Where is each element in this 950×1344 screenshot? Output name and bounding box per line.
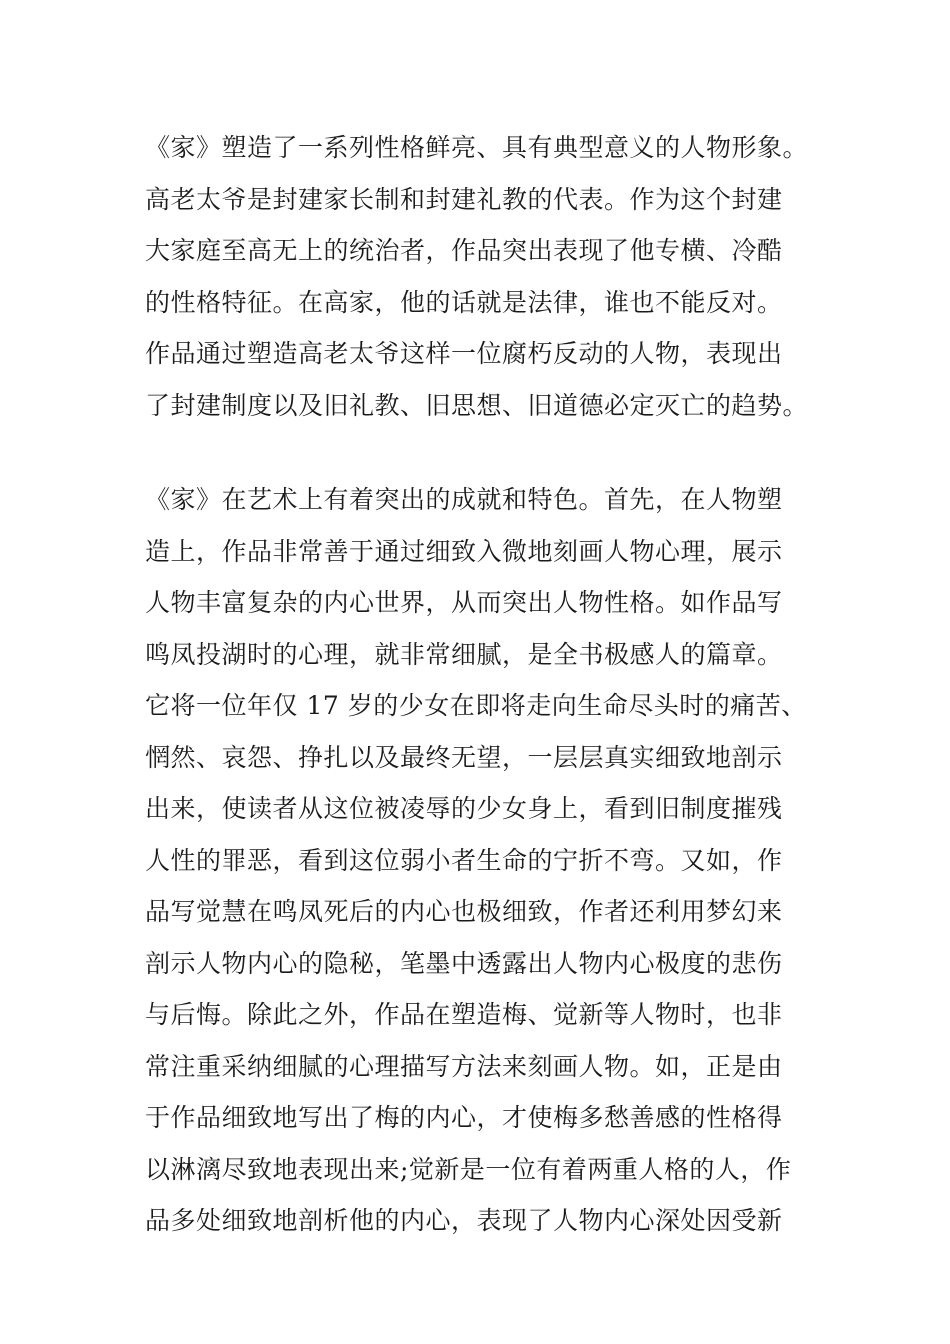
paragraph-line: 大家庭至高无上的统治者，作品突出表现了他专横、冷酷 — [145, 236, 783, 265]
paragraph-line: 人性的罪恶，看到这位弱小者生命的宁折不弯。又如，作 — [145, 845, 783, 875]
paragraph-line: 常注重采纳细腻的心理描写方法来刻画人物。如，正是由 — [145, 1051, 783, 1081]
paragraph-line: 惘然、哀怨、挣扎以及最终无望，一层层真实细致地剖示 — [145, 742, 783, 772]
paragraph-line: 鸣凤投湖时的心理，就非常细腻，是全书极感人的篇章。 — [145, 639, 783, 669]
paragraph-line: 剖示人物内心的隐秘，笔墨中透露出人物内心极度的悲伤 — [145, 948, 783, 978]
paragraph-line: 出来，使读者从这位被凌辱的少女身上，看到旧制度摧残 — [145, 794, 783, 823]
paragraph-line: 《家》塑造了一系列性格鲜亮、具有典型意义的人物形象。 — [145, 133, 809, 162]
paragraph-line: 与后悔。除此之外，作品在塑造梅、觉新等人物时，也非 — [145, 1000, 783, 1029]
paragraph-line: 作品通过塑造高老太爷这样一位腐朽反动的人物，表现出 — [145, 339, 783, 368]
paragraph-line: 人物丰富复杂的内心世界，从而突出人物性格。如作品写 — [145, 588, 783, 617]
paragraph-line: 于作品细致地写出了梅的内心，才使梅多愁善感的性格得 — [145, 1103, 783, 1132]
paragraph-line: 以淋漓尽致地表现出来;觉新是一位有着两重人格的人，作 — [145, 1154, 792, 1184]
paragraph-line: 的性格特征。在高家，他的话就是法律，谁也不能反对。 — [145, 287, 783, 317]
paragraph-line: 《家》在艺术上有着突出的成就和特色。首先，在人物塑 — [145, 485, 783, 514]
paragraph-line: 了封建制度以及旧礼教、旧思想、旧道德必定灭亡的趋势。 — [145, 390, 809, 420]
paragraph-line: 品写觉慧在鸣凤死后的内心也极细致，作者还利用梦幻来 — [145, 897, 783, 926]
paragraph-2 — [145, 474, 825, 1247]
paragraph-1 — [145, 122, 825, 431]
paragraph-line: 造上，作品非常善于通过细致入微地刻画人物心理，展示 — [145, 536, 783, 566]
paragraph-line: 它将一位年仅 17 岁的少女在即将走向生命尽头时的痛苦、 — [145, 691, 807, 720]
paragraph-line: 品多处细致地剖析他的内心，表现了人物内心深处因受新 — [145, 1206, 783, 1235]
paragraph-line: 高老太爷是封建家长制和封建礼教的代表。作为这个封建 — [145, 184, 783, 214]
